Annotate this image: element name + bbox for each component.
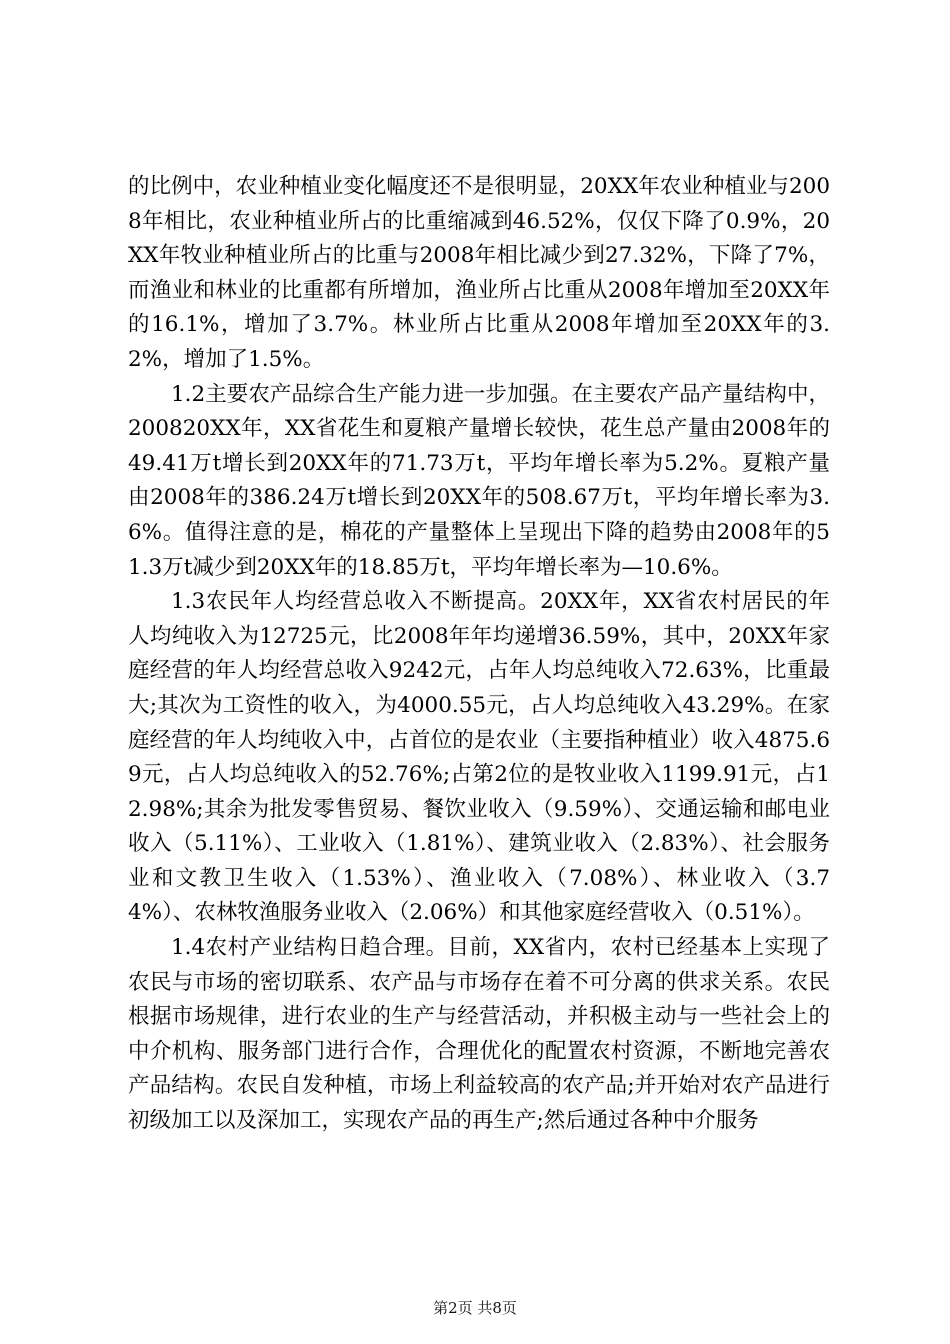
page-footer	[0, 1298, 950, 1318]
paragraph-ratio-changes: 的比例中，农业种植业变化幅度还不是很明显，20XX年农业种植业与2008年相比，农业种植业所占的比重缩减到46.52%，仅仅下降了0.9%，20XX年牧业种植业所占的比重与2008年相比减少到27.32%，下降了7%，而渔业和林业的比重都有所增加，渔业所占比重从2008年增加至20XX年的16.1%，增加了3.7%。林业所占比重从2008年增加至20XX年的3.2%，增加了1.5%。	[128, 174, 830, 372]
paragraph-1-3-farmer-income: 1.3农民年人均经营总收入不断提高。20XX年，XX省农村居民的年人均纯收入为12725元，比2008年年均递增36.59%，其中，20XX年家庭经营的年人均经营总收入9242元，占年人均总纯收入72.63%，比重最大;其次为工资性的收入，为4000.55元，占人均总纯收入43.29%。在家庭经营的年人均纯收入中，占首位的是农业（主要指种植业）收入4875.69元，占人均总纯收入的52.76%;占第2位的是牧业收入1199.91元，占12.98%;其余为批发零售贸易、餐饮业收入（9.59%）、交通运输和邮电业收入（5.11%）、工业收入（1.81%）、建筑业收入（2.83%）、社会服务业和文教卫生收入（1.53%）、渔业收入（7.08%）、林业收入（3.74%）、农林牧渔服务业收入（2.06%）和其他家庭经营收入（0.51%）。	[128, 589, 830, 926]
paragraph-1-2-production-capacity: 1.2主要农产品综合生产能力进一步加强。在主要农产品产量结构中，200820XX年，XX省花生和夏粮产量增长较快，花生总产量由2008年的49.41万t增长到20XX年的71.73万t，平均年增长率为5.2%。夏粮产量由2008年的386.24万t增长到20XX年的508.67万t，平均年增长率为3.6%。值得注意的是，棉花的产量整体上呈现出下降的趋势由2008年的51.3万t减少到20XX年的18.85万t，平均年增长率为—10.6%。	[128, 381, 830, 580]
document-body	[128, 170, 830, 1139]
paragraph-1-4-industry-structure: 1.4农村产业结构日趋合理。目前，XX省内，农村已经基本上实现了农民与市场的密切联系、农产品与市场存在着不可分离的供求关系。农民根据市场规律，进行农业的生产与经营活动，并积极主动与一些社会上的中介机构、服务部门进行合作，合理优化的配置农村资源，不断地完善农产品结构。农民自发种植，市场上利益较高的农产品;并开始对农产品进行初级加工以及深加工，实现农产品的再生产;然后通过各种中介服务	[128, 935, 830, 1134]
page-number-label: 第2页 共8页	[433, 1299, 517, 1317]
